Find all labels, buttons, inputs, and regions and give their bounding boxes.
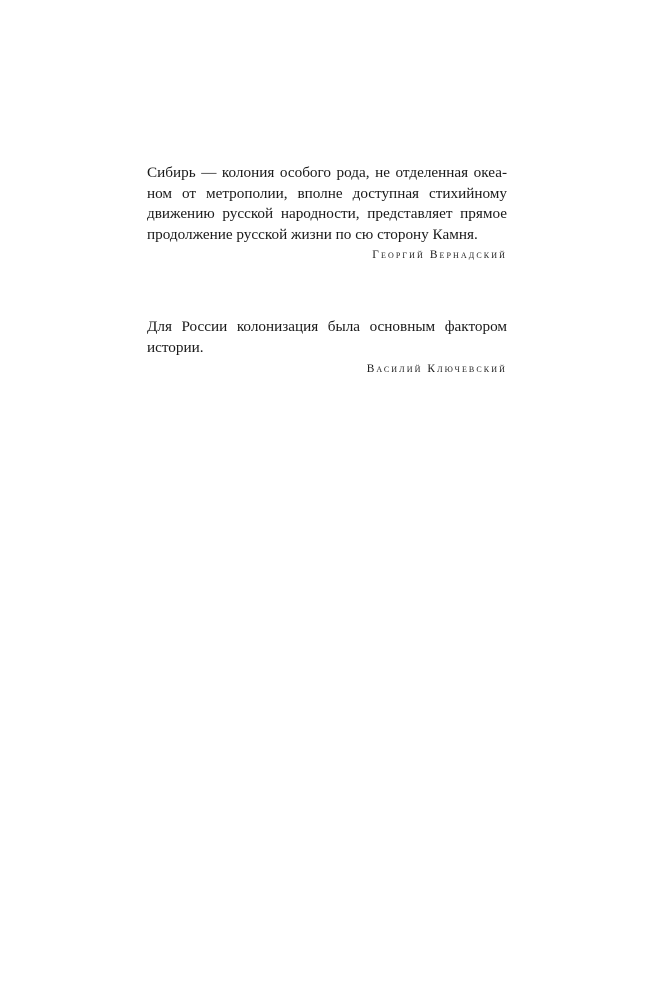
- epigraph-vernadsky: [147, 163, 507, 263]
- epigraph-line: продолжение русской жизни по сю сторону Камня.: [147, 225, 478, 243]
- epigraph-line: Для России колонизация была основным фактором: [147, 318, 507, 335]
- epigraph-klyuchevsky: [147, 317, 507, 377]
- epigraph-line: истории.: [147, 338, 204, 356]
- epigraph-author: Василий Ключевский: [366, 363, 507, 376]
- epigraph-line: движению русской народности, представляет прямое: [147, 205, 507, 223]
- epigraph-author: Георгий Вернадский: [372, 249, 507, 262]
- epigraph-line: ном от метрополии, вполне доступная стихийному: [147, 184, 507, 202]
- epigraph-line: Сибирь — колония особого рода, не отделенная океа-: [147, 164, 507, 181]
